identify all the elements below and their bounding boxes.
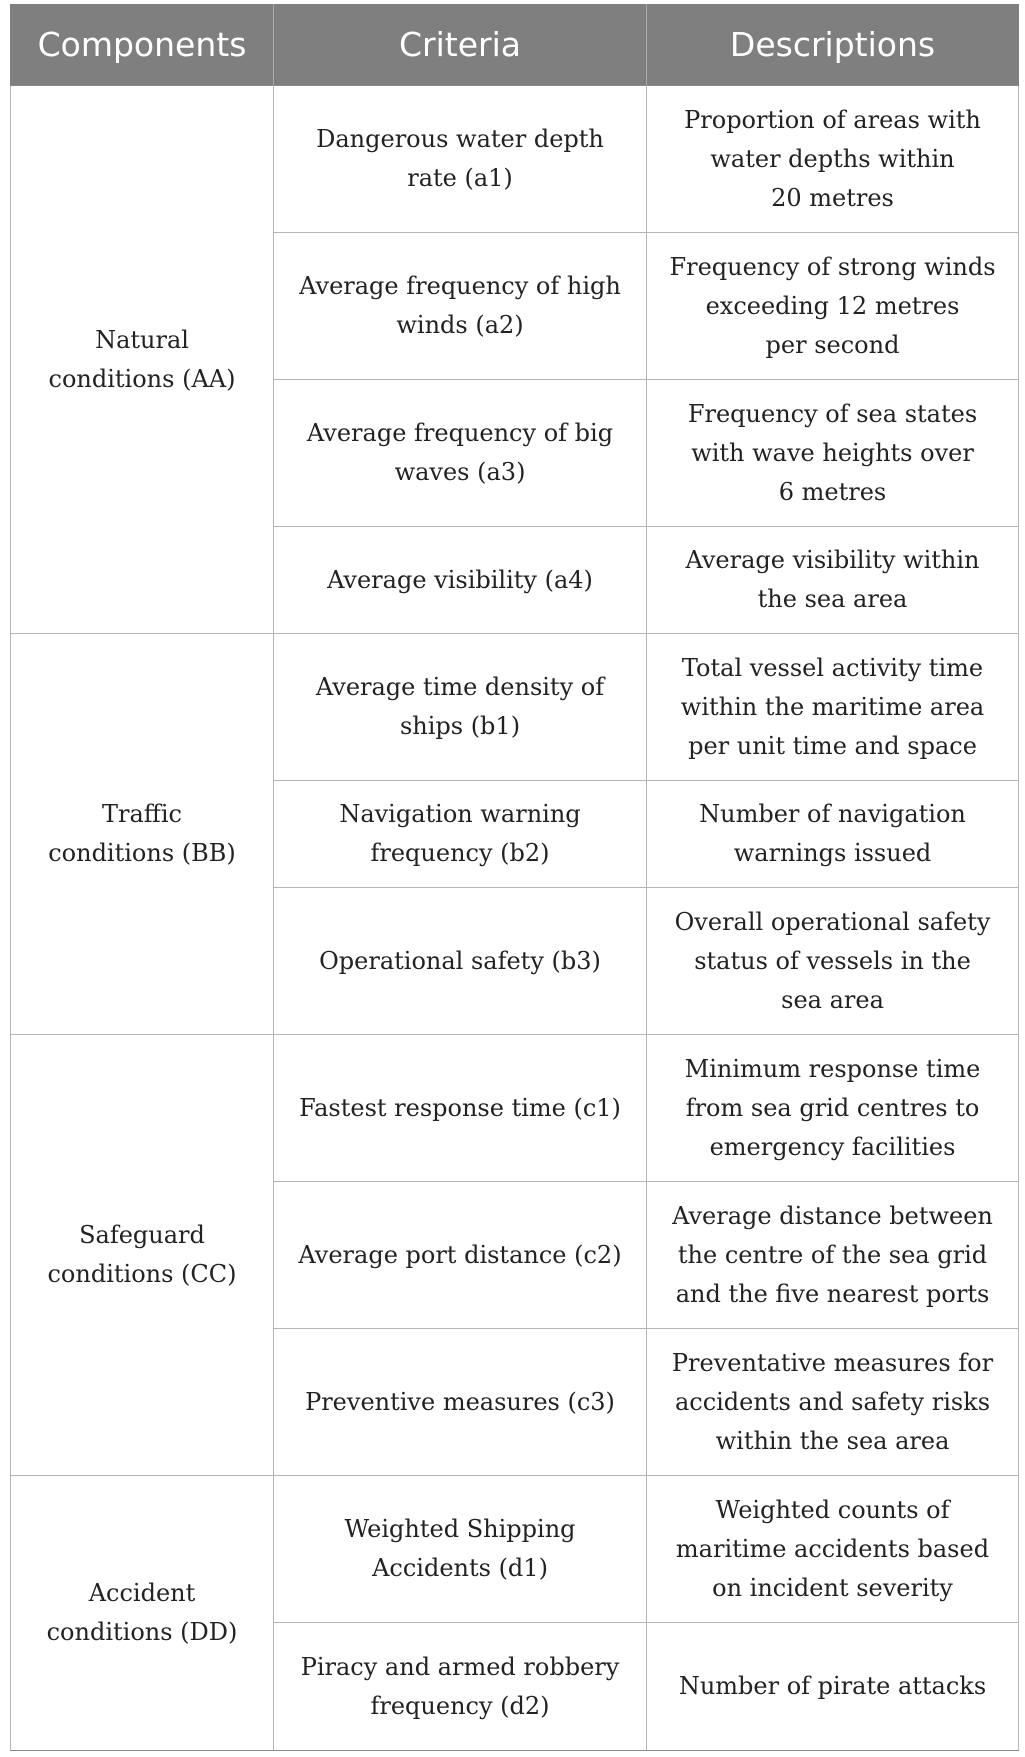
header-descriptions: Descriptions (647, 4, 1019, 86)
description-cell: Overall operational safety status of vessels in the sea area (647, 888, 1019, 1035)
criteria-cell: Average frequency of high winds (a2) (274, 233, 647, 380)
criteria-cell: Average visibility (a4) (274, 527, 647, 634)
header-criteria: Criteria (274, 4, 647, 86)
component-cell: Natural conditions (AA) (11, 86, 274, 634)
description-cell: Proportion of areas with water depths within 20 metres (647, 86, 1019, 233)
criteria-cell: Piracy and armed robbery frequency (d2) (274, 1623, 647, 1751)
table-header (11, 4, 1019, 86)
component-cell: Traffic conditions (BB) (11, 634, 274, 1035)
description-cell: Weighted counts of maritime accidents based on incident severity (647, 1476, 1019, 1623)
description-cell: Number of pirate attacks (647, 1623, 1019, 1751)
criteria-cell: Average port distance (c2) (274, 1182, 647, 1329)
criteria-cell: Navigation warning frequency (b2) (274, 781, 647, 888)
description-cell: Total vessel activity time within the maritime area per unit time and space (647, 634, 1019, 781)
table-row (11, 1476, 1019, 1623)
description-cell: Average distance between the centre of the sea grid and the five nearest ports (647, 1182, 1019, 1329)
criteria-cell: Fastest response time (c1) (274, 1035, 647, 1182)
description-cell: Frequency of sea states with wave heights over 6 metres (647, 380, 1019, 527)
criteria-cell: Average time density of ships (b1) (274, 634, 647, 781)
criteria-cell: Weighted Shipping Accidents (d1) (274, 1476, 647, 1623)
table-row (11, 634, 1019, 781)
description-cell: Minimum response time from sea grid centres to emergency facilities (647, 1035, 1019, 1182)
criteria-table (10, 4, 1019, 1751)
description-cell: Preventative measures for accidents and safety risks within the sea area (647, 1329, 1019, 1476)
criteria-cell: Dangerous water depth rate (a1) (274, 86, 647, 233)
table-row (11, 86, 1019, 233)
description-cell: Number of navigation warnings issued (647, 781, 1019, 888)
component-cell: Safeguard conditions (CC) (11, 1035, 274, 1476)
component-cell: Accident conditions (DD) (11, 1476, 274, 1751)
criteria-cell: Preventive measures (c3) (274, 1329, 647, 1476)
table-row (11, 1035, 1019, 1182)
criteria-cell: Average frequency of big waves (a3) (274, 380, 647, 527)
criteria-cell: Operational safety (b3) (274, 888, 647, 1035)
header-components: Components (11, 4, 274, 86)
description-cell: Frequency of strong winds exceeding 12 metres per second (647, 233, 1019, 380)
description-cell: Average visibility within the sea area (647, 527, 1019, 634)
table-body (11, 86, 1019, 1751)
header-row (11, 4, 1019, 86)
